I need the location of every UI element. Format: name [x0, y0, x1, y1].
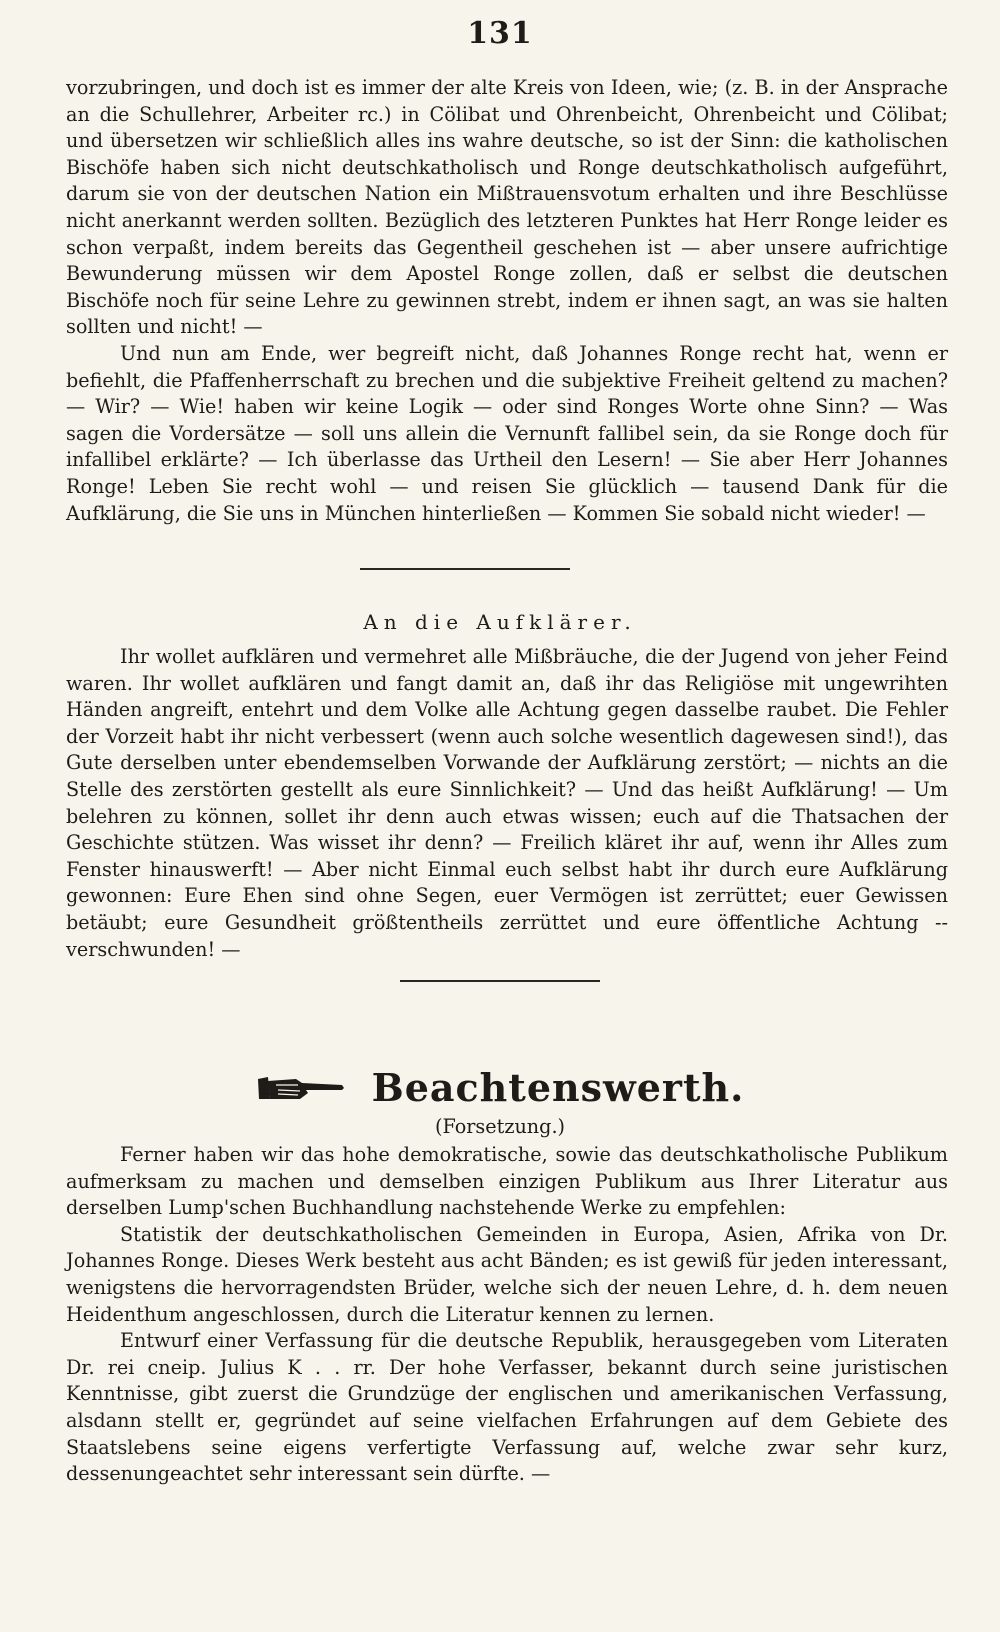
- paragraph-beachtenswerth-2: Statistik der deutschkatholischen Gemeinden in Europa, Asien, Afrika von Dr. Johannes Ronge. Dieses Werk besteht aus acht Bänden; es ist gewiß für jeden interessant, wenigstens die hervorragendsten Brüder, welche sich der neuen Lehre, d. h. dem neuen Heidenthum angeschlossen, durch die Literatur kennen zu lernen.: [66, 1222, 948, 1326]
- paragraph-ronge-2: Und nun am Ende, wer begreift nicht, daß Johannes Ronge recht hat, wenn er befiehlt, die Pfaffenherrschaft zu brechen und die subjektive Freiheit geltend zu machen? — Wir? — Wie! haben wir keine Logik — oder sind Ronges Worte ohne Sinn? — Was sagen die Vordersätze — soll uns allein die Vernunft fallibel sein, da sie Ronge doch für infallibel erklärte? — Ich überlasse das Urtheil den Lesern! — Sie aber Herr Johannes Ronge! Leben Sie recht wohl — und reisen Sie glücklich — tausend Dank für die Aufklärung, die Sie uns in München hinterließen — Kommen Sie sobald nicht wieder! —: [66, 341, 948, 525]
- heading-beachtenswerth: Beachtenswerth.: [371, 1065, 745, 1110]
- section-aufklaerer: [66, 644, 948, 963]
- heading-beachtenswerth-row: [0, 1065, 1000, 1110]
- paragraph-beachtenswerth-3: Entwurf einer Verfassung für die deutsche Republik, herausgegeben vom Literaten Dr. rei cneip. Julius K . . rr. Der hohe Verfasser, bekannt durch seine juristischen Kenntnisse, gibt zuerst die Grundzüge der englischen und amerikanischen Verfassung, alsdann stellt er, gegründet auf seine vielfachen Erfahrungen auf dem Gebiete des Staatslebens seine eigens verfertigte Verfassung auf, welche zwar sehr kurz, dessenungeachtet sehr interessant sein dürfte. —: [66, 1329, 948, 1486]
- paragraph-ronge-1: vorzubringen, und doch ist es immer der alte Kreis von Ideen, wie; (z. B. in der Ansprache an die Schullehrer, Arbeiter rc.) in Cölibat und Ohrenbeicht, Ohrenbeicht und Cölibat; und übersetzen wir schließlich alles ins wahre deutsche, so ist der Sinn: die katholischen Bischöfe haben sich nicht deutschkatholisch und Ronge deutschkatholisch aufgeführt, darum sie von der deutschen Nation ein Mißtrauensvotum erhalten und ihre Beschlüsse nicht anerkannt werden sollten. Bezüglich des letzteren Punktes hat Herr Ronge leider es schon verpaßt, indem bereits das Gegentheil geschehen ist — aber unsere aufrichtige Bewunderung müssen wir dem Apostel Ronge zollen, daß er selbst die deutschen Bischöfe noch für seine Lehre zu gewinnen strebt, indem er ihnen sagt, an was sie halten sollten und nicht! —: [66, 76, 948, 339]
- heading-an-die-aufklaerer: An die Aufklärer.: [363, 610, 637, 634]
- separator-rule-2: [400, 980, 600, 982]
- paragraph-beachtenswerth-1: Ferner haben wir das hohe demokratische, sowie das deutschkatholische Publikum aufmerksam zu machen und demselben einzigen Publikum aus Ihrer Literatur aus derselben Lump'schen Buchhandlung nachstehende Werke zu empfehlen:: [66, 1143, 948, 1220]
- section-beachtenswerth: [66, 1142, 948, 1488]
- section-ronge: [66, 75, 948, 527]
- pointing-hand-icon: [256, 1073, 346, 1103]
- subheading-fortsetzung: (Forsetzung.): [434, 1115, 566, 1138]
- separator-rule-1: [360, 568, 570, 570]
- page-number: 131: [467, 16, 533, 51]
- paragraph-aufklaerer: Ihr wollet aufklären und vermehret alle Mißbräuche, die der Jugend von jeher Feind waren. Ihr wollet aufklären und fangt damit an, daß ihr das Religiöse mit ungewrihten Händen angreift, entehrt und dem Volke alle Achtung gegen dasselbe raubet. Die Fehler der Vorzeit habt ihr nicht verbessert (wenn auch solche wesentlich dagewesen sind!), das Gute derselben unter ebendemselben Vorwande der Aufklärung zerstört; — nichts an die Stelle des zerstörten gestellt als eure Sinnlichkeit? — Und das heißt Aufklärung! — Um belehren zu können, sollet ihr denn auch etwas wissen; euch auf die Thatsachen der Geschichte stützen. Was wisset ihr denn? — Freilich kläret ihr auf, wenn ihr Alles zum Fenster hinauswerft! — Aber nicht Einmal euch selbst habt ihr durch eure Aufklärung gewonnen: Eure Ehen sind ohne Segen, euer Vermögen ist zerrüttet; euer Gewissen betäubt; eure Gesundheit größtentheils zerrüttet und eure öffentliche Achtung -- verschwunden! —: [66, 645, 948, 961]
